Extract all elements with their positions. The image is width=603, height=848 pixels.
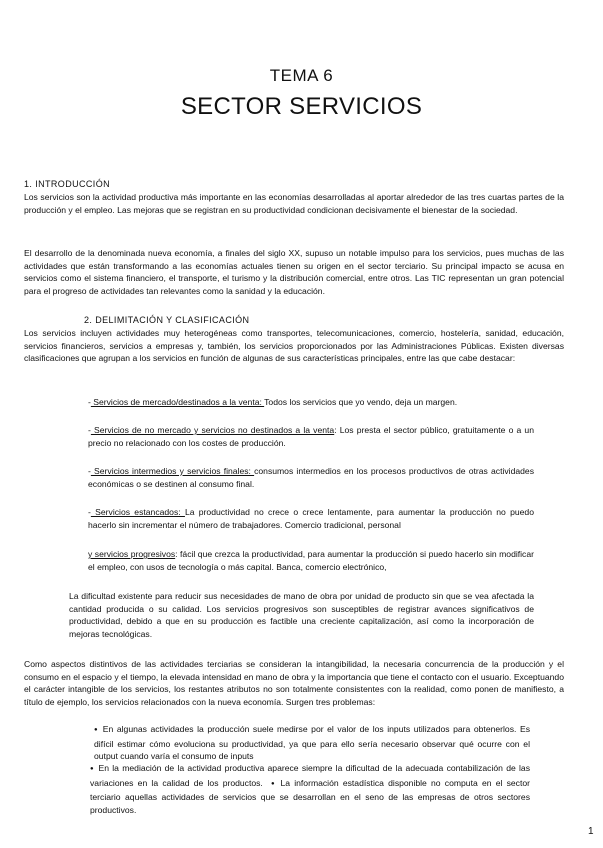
item-term: Servicios de no mercado y servicios no destinados a la venta bbox=[90, 425, 335, 435]
list-item bbox=[88, 396, 534, 409]
list-item bbox=[88, 548, 534, 573]
list-item bbox=[88, 424, 534, 449]
list-item bbox=[88, 506, 534, 531]
problem-bullet-1 bbox=[94, 723, 530, 763]
item-text: : Los presta el sector público, gratuitamente o a un precio no relacionado con los costes de producción. bbox=[88, 425, 534, 448]
item-term: Servicios de mercado/destinados a la venta: bbox=[90, 397, 265, 407]
item-text: consumos intermedios en los procesos productivos de otras actividades económicas o se destinen al consumo final. bbox=[88, 466, 534, 489]
page-title: SECTOR SERVICIOS bbox=[180, 93, 423, 120]
tema-label: TEMA 6 bbox=[269, 66, 334, 85]
bullet-text: En la mediación de la actividad productiva aparece siempre la dificultad de la adecuada contabilización de las variaciones en la calidad de los productos. bbox=[90, 763, 531, 788]
item-prefix: - bbox=[88, 507, 91, 517]
list-item bbox=[88, 465, 534, 490]
bullet-icon bbox=[90, 763, 99, 773]
item-term: Servicios intermedios y servicios finales: bbox=[90, 466, 255, 476]
item-term: Servicios estancados: bbox=[90, 507, 185, 517]
problem-bullet-2 bbox=[90, 762, 530, 816]
intro-paragraph-2: El desarrollo de la denominada nueva economía, a finales del siglo XX, supuso un notable impulso para los servicios, pues muchas de las actividades que están transformando a las economías actuales tienen su origen en el sector terciario. Su principal impacto se acusa en servicios como el sistema financiero, el transporte, el turismo y la distribución comercial, entre otros. Las TIC representan un gran potencial para el progreso de actividades tan relevantes como la sanidad y la educación. bbox=[24, 248, 564, 296]
item-text: : fácil que crezca la productividad, para aumentar la producción si puedo hacerlo sin modificar el empleo, con usos de tecnología o más capital. Banca, comercio electrónico, bbox=[88, 549, 534, 572]
classification-intro: Los servicios incluyen actividades muy heterogéneas como transportes, telecomunicaciones, comercio, hostelería, sanidad, educación, servicios financieros, servicios a empresas y, también, los servicios proporcionados por las Administraciones Públicas. Existen diversas clasificaciones que agrupan a los servicios en función de algunas de sus características principales, entre las que cabe destacar: bbox=[24, 328, 564, 364]
intro-paragraph-1: Los servicios son la actividad productiva más importante en las economías desarrolladas al aportar alrededor de las tres cuartas partes de la producción y el empleo. Las mejoras que se registran en su productividad condicionan decisivamente el bienestar de la sociedad. bbox=[24, 192, 564, 215]
item-text: La productividad no crece o crece lentamente, para aumentar la producción no puedo hacerlo sin incrementar el número de trabajadores. Comercio tradicional, personal bbox=[88, 507, 534, 530]
section-1-heading: 1. INTRODUCCIÓN bbox=[24, 179, 111, 189]
section-2-heading: 2. DELIMITACIÓN Y CLASIFICACIÓN bbox=[84, 315, 250, 325]
item-text: Todos los servicios que yo vendo, deja un margen. bbox=[264, 397, 458, 407]
aspects-paragraph: Como aspectos distintivos de las actividades terciarias se consideran la intangibilidad, la necesaria concurrencia de la producción y el consumo en el espacio y el tiempo, la elevada intensidad en mano de obra y la importancia que tiene el contacto con el usuario. Exceptuando el carácter intangible de los servicios, los restantes atributos no son totalmente consistentes con la realidad, como ponen de manifiesto, a título de ejemplo, los servicios relacionados con la nueva economía. Surgen tres problemas: bbox=[24, 659, 564, 707]
bullet-icon bbox=[94, 724, 103, 734]
difficulty-paragraph: La dificultad existente para reducir sus necesidades de mano de obra por unidad de producto sin que se vea afectada la cantidad producida o su calidad. Los servicios progresivos son susceptibles de registrar avances significativos de productividad, debido a que en su producción es factible una creciente capitalización, así como la incorporación de mejoras tecnológicas. bbox=[69, 591, 534, 639]
item-prefix: - bbox=[88, 425, 91, 435]
item-term: y servicios progresivos bbox=[88, 549, 176, 559]
item-prefix: - bbox=[88, 466, 91, 476]
bullet-text: La información estadística disponible no computa en el sector terciario aquellas actividades de servicios que se desarrollan en el seno de las empresas de otros sectores productivos. bbox=[90, 777, 530, 815]
bullet-text: En algunas actividades la producción suele medirse por el valor de los inputs utilizados para obtenerlos. Es difícil estimar cómo evoluciona su productividad, ya que para ello sería necesario observar qué ocurre con el output cuando varía el consumo de inputs bbox=[94, 724, 530, 762]
item-prefix: - bbox=[88, 397, 91, 407]
page-number: 1 bbox=[588, 826, 594, 837]
